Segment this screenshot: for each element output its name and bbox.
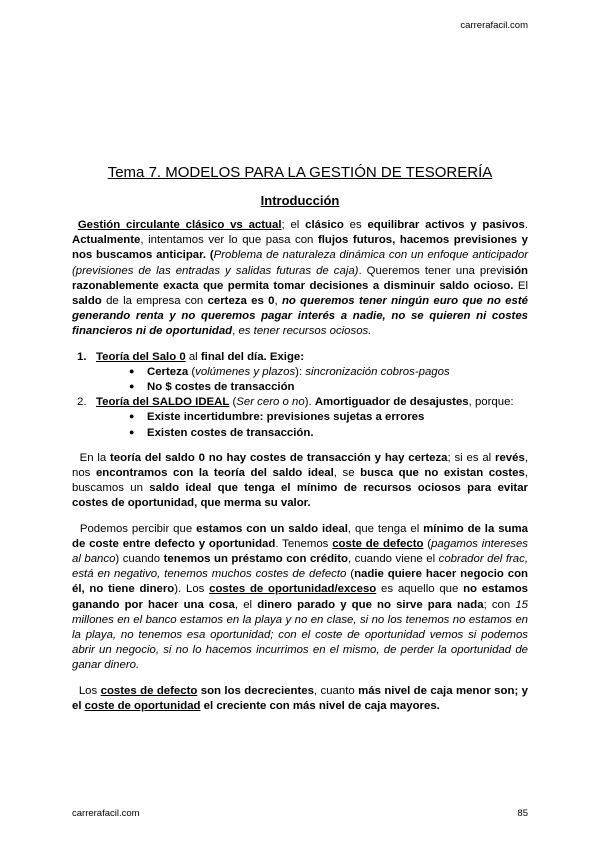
text-span: saldo <box>72 295 102 308</box>
text-span: certeza es 0 <box>207 295 275 308</box>
text-span: ). Los <box>174 583 210 596</box>
text-span: es aquello que <box>376 583 464 596</box>
text-span: coste de oportunidad <box>84 699 201 712</box>
text-span: busca que no existan costes <box>360 467 525 480</box>
text-span: . Tenemos <box>275 537 333 550</box>
text-span: ( <box>423 537 432 550</box>
text-span: , <box>274 295 282 308</box>
text-span: dinero parado y que no sirve para nada <box>257 598 484 611</box>
text-span: revés <box>495 451 525 464</box>
text-span: ; con <box>483 598 516 611</box>
text-span: final del día. Exige: <box>200 350 305 363</box>
text-span: mínimo de la suma de coste entre defecto y oportunidad <box>72 522 528 550</box>
text-span: teoría del saldo 0 no hay costes de transacción y hay certeza <box>110 451 448 464</box>
text-span: El <box>513 279 528 292</box>
text-span: flujos futuros, hacemos previsiones y nos buscamos anticipar. ( <box>72 234 529 262</box>
list-item-saldo-ideal <box>72 395 528 441</box>
text-span: ) cuando <box>115 553 164 566</box>
header-site: carrerafacil.com <box>460 20 528 31</box>
list-number: 2. <box>77 396 87 409</box>
text-span: cobrador del frac, está en negativo, tenemos muchos costes de defecto <box>72 553 528 581</box>
text-span: es tener recursos ociosos. <box>238 325 372 338</box>
text-span: nadie quiere hacer negocio con él, no tiene dinero <box>72 568 529 596</box>
text-span: Actualmente <box>72 234 141 247</box>
text-span: el creciente con más nivel de caja mayores. <box>200 699 440 712</box>
text-span: ; si es al <box>447 451 496 464</box>
text-span: , que tenga el <box>347 522 424 535</box>
list-number: 1. <box>77 350 87 363</box>
text-span: equilibrar activos y pasivos <box>367 219 525 231</box>
text-span: es <box>343 219 368 231</box>
text-span: , cuando viene el <box>347 553 439 566</box>
numbered-list <box>72 350 528 441</box>
page-title: Tema 7. MODELOS PARA LA GESTIÓN DE TESORERÍA <box>107 164 493 181</box>
text-span: sión razonablemente exacta que permita tomar decisiones a disminuir saldo ocioso. <box>72 264 528 292</box>
text-span: , <box>232 325 239 338</box>
text-span: , buscamos un <box>72 467 528 495</box>
text-span: Ser cero o no <box>236 396 305 409</box>
text-span: no estamos ganando por hacer una cosa <box>72 583 528 611</box>
document-body <box>72 218 528 714</box>
text-span: ). <box>304 396 315 409</box>
list-item-saldo-0 <box>72 350 528 396</box>
bullet-list <box>96 410 528 440</box>
text-span: ( <box>346 568 355 581</box>
text-span: , cuanto <box>313 684 359 697</box>
text-span: ( <box>188 365 196 378</box>
text-span: estamos con un saldo ideal <box>196 522 348 535</box>
text-span: de la empresa con <box>101 295 208 308</box>
paragraph-intro <box>72 218 528 340</box>
text-span: Teoría del Salo 0 <box>96 350 186 363</box>
paragraph-saldo <box>72 451 528 512</box>
text-span: ; el <box>281 219 306 231</box>
text-span: , se <box>333 467 361 480</box>
text-span: Problema de naturaleza dinámica con un enfoque anticipador (previsiones de las entradas y salidas futuras de caja) <box>72 249 528 277</box>
text-span: Amortiguador de desajustes <box>314 396 469 409</box>
paragraph-conclusion <box>72 684 528 714</box>
text-span: Podemos percibir que <box>79 522 197 535</box>
text-span: costes de oportunidad/exceso <box>209 583 377 596</box>
text-span: saldo ideal que tenga el mínimo de recursos ociosos para evitar costes de oportunidad, que merma su valor. <box>72 482 528 510</box>
text-span: Gestión circulante clásico vs actual <box>77 219 282 231</box>
bullet-item <box>129 365 528 380</box>
page-number: 85 <box>517 808 528 819</box>
text-span: En la <box>79 451 111 464</box>
text-span: , porque: <box>468 396 514 409</box>
text-span: coste de defecto <box>332 537 424 550</box>
text-span: Teoría del SALDO IDEAL <box>96 396 230 409</box>
text-span: costes de defecto <box>100 684 198 697</box>
text-span: más nivel de caja menor son; y el <box>72 684 528 712</box>
text-span: son los decrecientes <box>197 684 314 697</box>
text-span: volúmenes y plazos <box>195 365 296 378</box>
text-span: ( <box>229 396 237 409</box>
text-span: , el <box>234 598 258 611</box>
bullet-item: ● No $ costes de transacción <box>129 380 528 395</box>
text-span: al <box>185 350 201 363</box>
text-span: ): <box>295 365 306 378</box>
section-subtitle: Introducción <box>260 193 340 208</box>
text-span: clásico <box>305 219 344 231</box>
list-item-text <box>96 395 528 410</box>
text-span: , intentamos ver lo que pasa con <box>140 234 318 247</box>
text-span: . Queremos tener una previ <box>358 264 505 277</box>
bullet-list <box>96 365 528 395</box>
text-span: Certeza <box>147 365 189 378</box>
text-span: no queremos tener ningún euro que no esté generando renta y no queremos pagar interés a nadie, no se quieren ni costes financieros ni de oportunidad <box>72 295 528 338</box>
bullet-item: ● Existen costes de transacción. <box>129 426 528 441</box>
text-span: sincronización cobros-pagos <box>305 365 450 378</box>
paragraph-costes <box>72 522 528 674</box>
text-span: pagamos intereses al banco <box>72 537 529 566</box>
text-span: encontramos con la teoría del saldo ideal <box>95 467 334 480</box>
bullet-item: ● Existe incertidumbre: previsiones sujetas a errores <box>129 410 528 425</box>
text-span: . <box>524 219 528 231</box>
text-span: , nos <box>72 451 528 480</box>
text-span: Los <box>78 684 101 697</box>
footer-site: carrerafacil.com <box>72 808 140 819</box>
text-span: tenemos un préstamo con crédito <box>163 553 348 566</box>
text-span: 15 millones en el banco estamos en la playa y no en clase, si no los tenemos no estamos en la playa, no tenemos esa oportunidad; con el coste de oportunidad vemos si podemos abrir un negocio, si no lo hacemos incurrimos en el mismo, de perder la oportunidad de ganar dinero. <box>72 598 529 672</box>
